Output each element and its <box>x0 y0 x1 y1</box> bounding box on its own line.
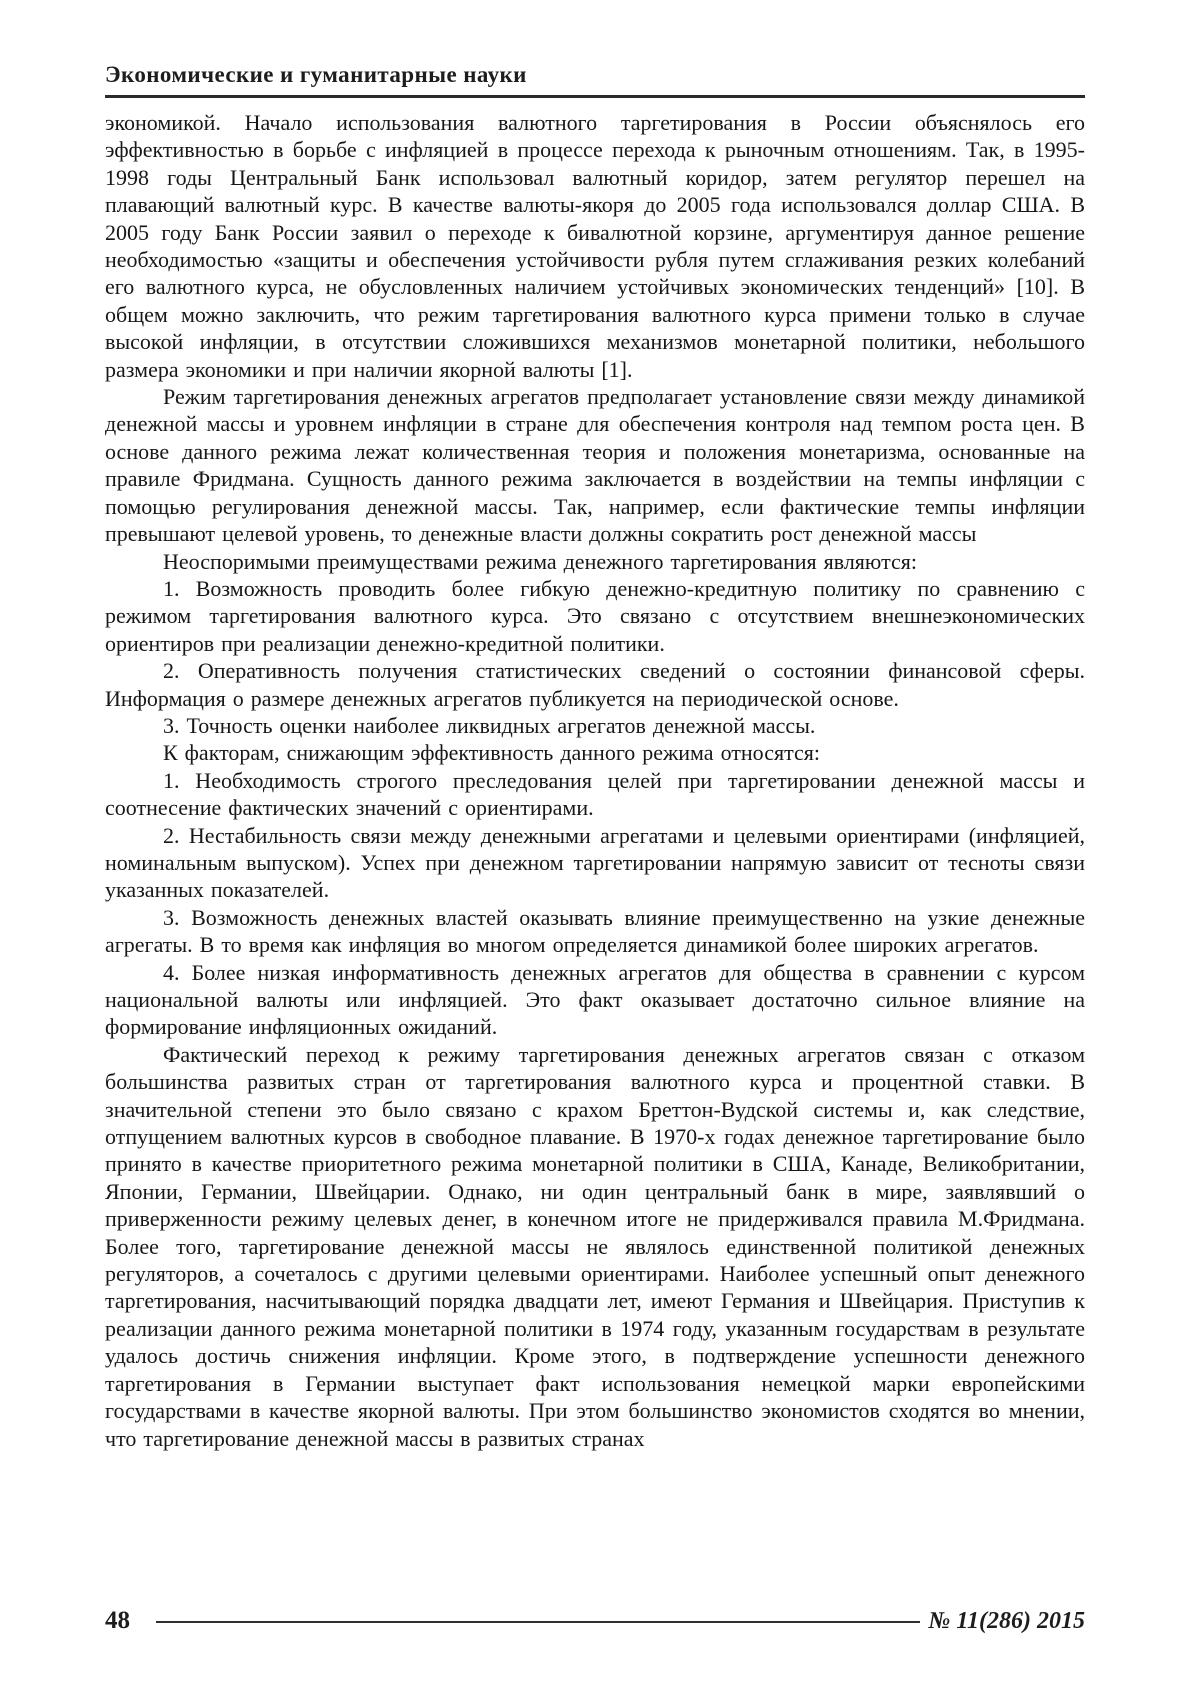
body-paragraph: 3. Точность оценки наиболее ликвидных агрегатов денежной массы. <box>163 712 816 738</box>
body-paragraph: 2. Нестабильность связи между денежными агрегатами и целевыми ориентирами (инфляцией, номинальным выпуском). Успех при денежном таргетировании напрямую зависит от тесноты связи указанных показателей. <box>105 822 1085 903</box>
body-paragraph: Фактический переход к режиму таргетирования денежных агрегатов связан с отказом большинства развитых стран от таргетирования валютного курса и процентной ставки. В значительной степени это было связано с крахом Бреттон-Вудской системы и, как следствие, отпущением валютных курсов в свободное плавание. В 1970-х годах денежное таргетирование было принято в качестве приоритетного режима монетарной политики в США, Канаде, Великобритании, Японии, Германии, Швейцарии. Однако, ни один центральный банк в мире, заявлявший о приверженности режиму целевых денег, в конечном итоге не придерживался правила М.Фридмана. Более того, таргетирование денежной массы не являлось единственной политикой денежных регуляторов, а сочеталось с другими целевыми ориентирами. Наиболее успешный опыт денежного таргетирования, насчитывающий порядка двадцати лет, имеют Германия и Швейцария. Приступив к реализации данного режима монетарной политики в 1974 году, указанным государствам в результате удалось достичь снижения инфляции. Кроме этого, в подтверждение успешности денежного таргетирования в Германии выступает факт использования немецкой марки европейскими государствами в качестве якорной валюты. При этом большинство экономистов сходятся во мнении, что таргетирование денежной массы в развитых странах <box>105 1041 1085 1451</box>
footer-rule <box>156 1621 920 1623</box>
body-paragraph: 4. Более низкая информативность денежных агрегатов для общества в сравнении с курсом национальной валюты или инфляцией. Это факт оказывает достаточно сильное влияние на формирование инфляционных ожиданий. <box>105 959 1085 1040</box>
body-paragraph: 3. Возможность денежных властей оказывать влияние преимущественно на узкие денежные агрегаты. В то время как инфляция во многом определяется динамикой более широких агрегатов. <box>105 904 1085 958</box>
body-paragraph: 2. Оперативность получения статистических сведений о состоянии финансовой сферы. Информация о размере денежных агрегатов публикуется на периодической основе. <box>105 658 1085 711</box>
page-footer <box>105 1602 1085 1640</box>
body-paragraph: Режим таргетирования денежных агрегатов предполагает установление связи между динамикой денежной массы и уровнем инфляции в стране для обеспечения контроля над темпом роста цен. В основе данного режима лежат количественная теория и положения монетаризма, основанные на правиле Фридмана. Сущность данного режима заключается в воздействии на темпы инфляции с помощью регулирования денежной массы. Так, например, если фактические темпы инфляции превышают целевой уровень, то денежные власти должны сократить рост денежной массы <box>105 384 1085 547</box>
page-number: 48 <box>105 1607 130 1634</box>
article-body <box>105 109 1085 1452</box>
body-paragraph: экономикой. Начало использования валютного таргетирования в России объяснялось его эффективностью в борьбе с инфляцией в процессе перехода к рыночным отношениям. Так, в 1995-1998 годы Центральный Банк использовал валютный коридор, затем регулятор перешел на плавающий валютный курс. В качестве валюты-якоря до 2005 года использовался доллар США. В 2005 году Банк России заявил о переходе к бивалютной корзине, аргументируя данное решение необходимостью «защиты и обеспечения устойчивости рубля путем сглаживания резких колебаний его валютного курса, не обусловленных наличием устойчивых экономических тенденций» [10]. В общем можно заключить, что режим таргетирования валютного курса примени только в случае высокой инфляции, в отсутствии сложившихся механизмов монетарной политики, небольшого размера экономики и при наличии якорной валюты [1]. <box>105 110 1085 382</box>
body-paragraph: 1. Необходимость строгого преследования целей при таргетировании денежной массы и соотнесение фактических значений с ориентирами. <box>105 767 1085 821</box>
running-head-title: Экономические и гуманитарные науки <box>105 62 527 87</box>
body-paragraph: Неоспоримыми преимуществами режима денежного таргетирования являются: <box>163 548 917 574</box>
issue-label: № 11(286) 2015 <box>928 1607 1085 1634</box>
body-paragraph: 1. Возможность проводить более гибкую денежно-кредитную политику по сравнению с режимом таргетирования валютного курса. Это связано с отсутствием внешнеэкономических ориентиров при реализации денежно-кредитной политики. <box>105 575 1085 656</box>
page-header <box>105 62 1085 98</box>
body-paragraph: К факторам, снижающим эффективность данного режима относятся: <box>163 740 820 766</box>
